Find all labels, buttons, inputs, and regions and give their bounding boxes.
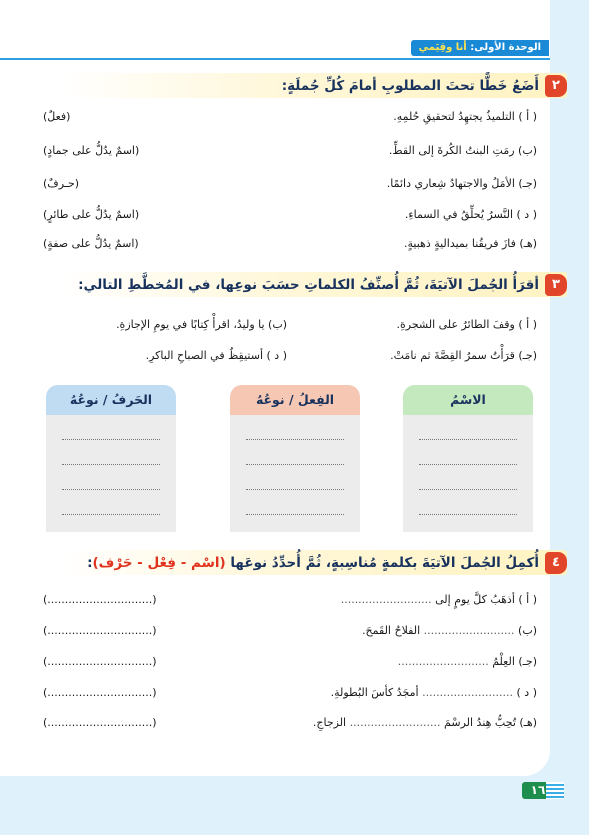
answer-line[interactable] [246, 465, 344, 490]
unit-label: الوحدة الأولى: [470, 42, 541, 53]
q2-answer: (اسمٌ يدُلُّ على جمادٍ) [43, 144, 140, 157]
q4-blank[interactable]: .......................... [340, 593, 432, 606]
question-4-title-end: : [87, 554, 93, 571]
q3-sentence: ( أ ) وقفَ الطائرُ على الشجرةِ. [396, 318, 537, 331]
q3-sentence-row [43, 346, 537, 366]
q4-sentence [398, 652, 537, 672]
q4-type-blank[interactable]: (..............................) [43, 655, 157, 668]
question-2-header [59, 73, 567, 98]
question-4-number: ٤ [545, 552, 567, 574]
page-number: ١٦ [522, 782, 554, 799]
answer-line[interactable] [419, 490, 517, 515]
q4-blank[interactable]: .......................... [423, 624, 515, 637]
q4-blank[interactable]: .......................... [397, 655, 489, 668]
answer-line[interactable] [246, 415, 344, 440]
q4-text-before: ( أ ) أذهَبُ كلَّ يومٍ إلى [435, 593, 537, 606]
q4-text-after: الزجاجِ. [312, 716, 347, 729]
question-2-title: أَضَعُ خَطًّا تحتَ المطلوبِ أمامَ كُلِّ جُملَةٍ: [281, 77, 539, 94]
q2-sentence: ( أ ) التلميذُ يجتهِدُ لتحقيقِ حُلمِهِ. [393, 110, 537, 123]
q2-row [43, 174, 537, 194]
q4-sentence [313, 713, 537, 733]
q2-sentence: (جـ) الأمَلُ والاجتهادُ شِعاري دائمًا. [386, 177, 537, 190]
page-edge-strip [550, 0, 589, 835]
letter-column [46, 385, 176, 532]
question-4-title [87, 555, 539, 571]
letter-column-header: الحَرفُ / نوعُهُ [46, 385, 176, 415]
q4-sentence [341, 590, 537, 610]
q2-answer: (فعلٌ) [43, 110, 71, 123]
answer-line[interactable] [419, 440, 517, 465]
verb-column-header: الفِعلُ / نوعُهُ [230, 385, 360, 415]
q2-row [43, 205, 537, 225]
q4-row [43, 713, 537, 733]
answer-line[interactable] [62, 465, 160, 490]
unit-title: أنا وقِيَمي [418, 42, 467, 53]
noun-column [403, 385, 533, 532]
q2-row [43, 234, 537, 254]
q4-row [43, 683, 537, 703]
q2-answer: (اسمٌ يدُلُّ على صفةٍ) [43, 237, 139, 250]
answer-line[interactable] [419, 415, 517, 440]
q2-answer: (اسمٌ يدُلُّ على طائرٍ) [43, 208, 140, 221]
answer-line[interactable] [246, 440, 344, 465]
answer-line[interactable] [419, 465, 517, 490]
q4-text-before: (جـ) العِلْمُ [492, 655, 537, 668]
question-3-number: ٣ [545, 274, 567, 296]
q4-type-blank[interactable]: (..............................) [43, 624, 157, 637]
q3-sentence: ( د ) أستيقِظُ في الصباحِ الباكرِ. [145, 349, 287, 362]
answer-line[interactable] [62, 415, 160, 440]
q4-type-blank[interactable]: (..............................) [43, 593, 157, 606]
question-4-header [59, 550, 567, 575]
unit-tab [411, 40, 549, 56]
question-4-title-options: (اسْم - فِعْل - حَرْف) [92, 554, 226, 571]
q2-sentence: (هـ) فازَ فريقُنا بميداليةٍ ذهبيةٍ. [403, 237, 537, 250]
question-3-title: أقرَأُ الجُملَ الآتيَةَ، ثُمَّ أُصنِّفُ الكلماتِ حسَبَ نوعِها، في المُخطَّطِ التالي: [78, 276, 539, 293]
page-number-stripes [546, 782, 564, 799]
header-rule [0, 58, 550, 60]
verb-column [230, 385, 360, 532]
q4-row [43, 621, 537, 641]
answer-line[interactable] [62, 490, 160, 515]
q2-row [43, 107, 537, 127]
q3-sentence: (ب) يا وليدُ، اقرأْ كِتابًا في يومِ الإجازةِ. [116, 318, 287, 331]
q4-row [43, 590, 537, 610]
q4-text-before: ( د ) [516, 686, 537, 699]
q4-sentence [331, 683, 537, 703]
q4-text-before: (ب) [518, 624, 537, 637]
q2-answer: (حـرفٌ) [43, 177, 80, 190]
answer-line[interactable] [246, 490, 344, 515]
question-3-header [59, 272, 567, 297]
q3-sentence-row [43, 315, 537, 335]
q4-type-blank[interactable]: (..............................) [43, 686, 157, 699]
q4-blank[interactable]: .......................... [422, 686, 514, 699]
q2-sentence: (ب) رمَتِ البنتُ الكُرةَ إلى القطِّ. [388, 144, 537, 157]
q4-text-before: (هـ) تُحِبُّ هِندُ الرسْمَ [444, 716, 537, 729]
question-4-title-main: أُكمِلُ الجُملَ الآتيَةَ بكلمةٍ مُناسِبةٍ، ثُمَّ أُحدِّدُ نوعَها [230, 554, 539, 571]
noun-column-header: الاسْمُ [403, 385, 533, 415]
answer-line[interactable] [62, 440, 160, 465]
q4-text-after: أمجَدُ كأسَ البُطولةِ. [330, 686, 419, 699]
q4-type-blank[interactable]: (..............................) [43, 716, 157, 729]
q2-row [43, 141, 537, 161]
q4-row [43, 652, 537, 672]
q4-text-after: الفلاحُ القَمحَ. [362, 624, 421, 637]
q4-sentence [362, 621, 537, 641]
q2-sentence: ( د ) النَّسرُ يُحلِّقُ في السماءِ. [404, 208, 537, 221]
question-2-number: ٢ [545, 75, 567, 97]
q4-blank[interactable]: .......................... [349, 716, 441, 729]
q3-sentence: (جـ) قرَأْتُ سمرُ القِصَّةَ ثم نامَتْ. [390, 349, 537, 362]
